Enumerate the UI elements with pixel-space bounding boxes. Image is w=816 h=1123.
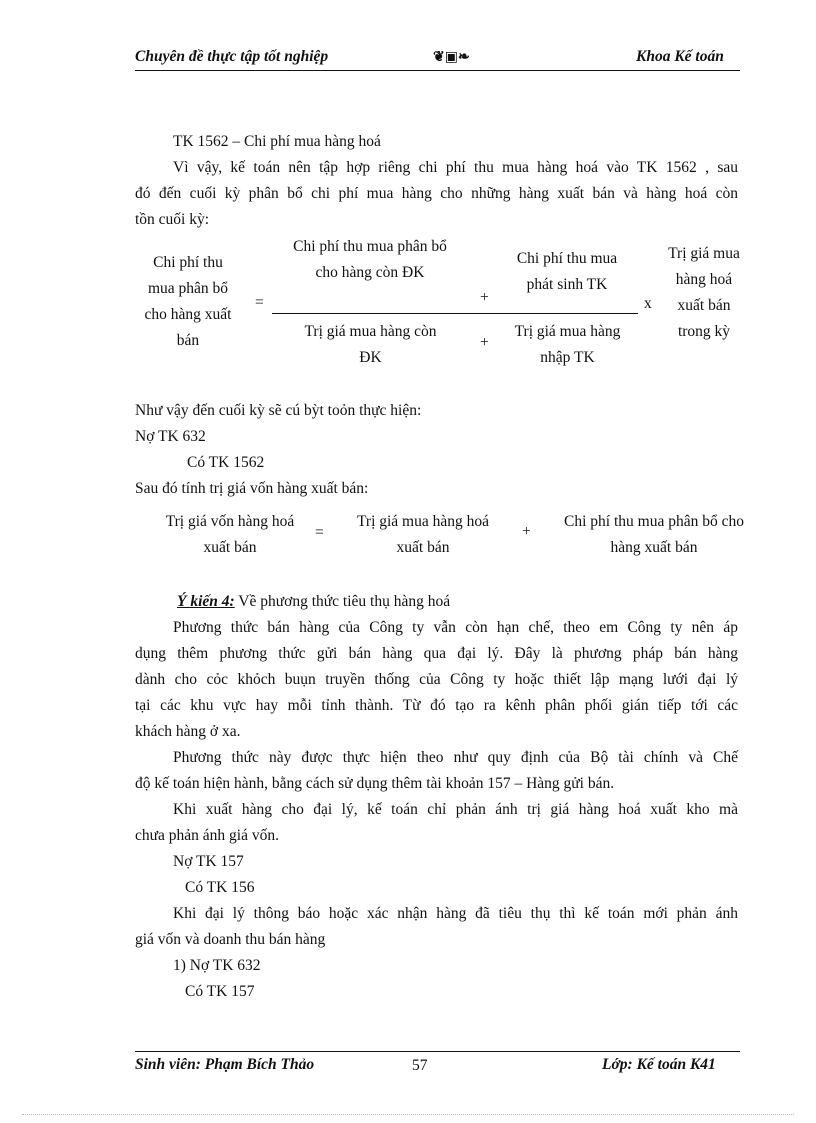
text-line: Sau đó tính trị giá vốn hàng xuất bán: (135, 480, 369, 497)
formula2-allocated-cost: Chi phí thu mua phân bổ cho hàng xuất bán (564, 513, 744, 556)
text-line: Khi xuất hàng cho đại lý, kế toán chỉ phản ánh trị giá hàng hoá xuất kho mà (173, 801, 738, 818)
text-line: khách hàng ở xa. (135, 723, 241, 740)
formula1-plus-bottom: + (480, 334, 489, 351)
text-line: độ kế toán hiện hành, bằng cách sử dụng thêm tài khoản 157 – Hàng gửi bán. (135, 775, 615, 792)
text-line: Khi đại lý thông báo hoặc xác nhận hàng đã tiêu thụ thì kế toán mới phản ánh (173, 905, 738, 922)
footer-rule (135, 1051, 740, 1052)
page-bottom-border (22, 1114, 794, 1115)
formula2-equals: = (315, 524, 324, 541)
formula1-denominator-1: Trị giá mua hàng còn ĐK (304, 323, 437, 366)
text-line: giá vốn và doanh thu bán hàng (135, 931, 326, 948)
text-line: Nợ TK 632 (135, 428, 206, 445)
text-line: Nợ TK 157 (173, 853, 244, 870)
page-number: 57 (412, 1057, 428, 1074)
text-line: Có TK 156 (185, 879, 255, 896)
text-line: tại các khu vực hay mỗi tỉnh thành. Từ đó tạo ra kênh phân phối gián tiếp tới các (135, 697, 738, 714)
text-line: Có TK 157 (185, 983, 255, 1000)
formula1-lhs: Chi phí thu mua phân bổ cho hàng xuất bán (144, 254, 232, 349)
formula2-purchase-value: Trị giá mua hàng hoá xuất bán (356, 513, 490, 556)
text-line: chưa phản ánh giá vốn. (135, 827, 279, 844)
formula1-equals: = (255, 294, 264, 311)
text-line: tồn cuối kỳ: (135, 211, 210, 228)
text-line: dụng thêm phương thức gửi bán hàng qua đại lý. Đây là phương pháp bán hàng (135, 645, 738, 662)
formula1-fraction-bar (272, 313, 638, 314)
section-title: Ý kiến 4: (177, 593, 235, 610)
header-ornament-icon: ❦▣❧ (433, 50, 470, 65)
text-line: đó đến cuối kỳ phân bổ chi phí mua hàng cho những hàng xuất bán và hàng hoá còn (135, 185, 738, 202)
header-right: Khoa Kế toán (636, 48, 724, 65)
text-line: Vì vậy, kế toán nên tập hợp riêng chi phí thu mua hàng hoá vào TK 1562 , sau (173, 159, 738, 176)
header-rule (135, 70, 740, 71)
text-line: Phương thức này được thực hiện theo như quy định của Bộ tài chính và Chế (173, 749, 738, 766)
text-line: Phương thức bán hàng của Công ty vẫn còn hạn chế, theo em Công ty nên áp (173, 619, 738, 636)
section-title-rest: Về phương thức tiêu thụ hàng hoá (234, 593, 451, 610)
formula1-numerator-2: Chi phí thu mua phát sinh TK (516, 250, 618, 293)
text-line: Như vậy đến cuối kỳ sẽ cú bỳt toỏn thực hiện: (135, 402, 422, 419)
formula2-cost-of-goods: Trị giá vốn hàng hoá xuất bán (165, 513, 295, 556)
text-line: Có TK 1562 (187, 454, 265, 471)
formula1-plus-top: + (480, 289, 489, 306)
section-heading (177, 589, 450, 615)
formula2-plus: + (522, 523, 531, 540)
formula1-rhs: Trị giá mua hàng hoá xuất bán trong kỳ (668, 245, 740, 340)
text-line: dành cho cỏc khỏch buụn truyền thống của Công ty hoặc thiết lập mạng lưới đại lý (135, 671, 738, 688)
formula1-denominator-2: Trị giá mua hàng nhập TK (514, 323, 621, 366)
text-line: 1) Nợ TK 632 (173, 957, 261, 974)
header-left: Chuyên đề thực tập tốt nghiệp (135, 48, 329, 65)
footer-class: Lớp: Kế toán K41 (602, 1056, 716, 1073)
footer-student: Sinh viên: Phạm Bích Thảo (135, 1056, 315, 1073)
text-line: TK 1562 – Chi phí mua hàng hoá (173, 133, 381, 150)
formula1-times: x (644, 295, 652, 312)
formula1-numerator-1: Chi phí thu mua phân bổ cho hàng còn ĐK (293, 238, 447, 281)
